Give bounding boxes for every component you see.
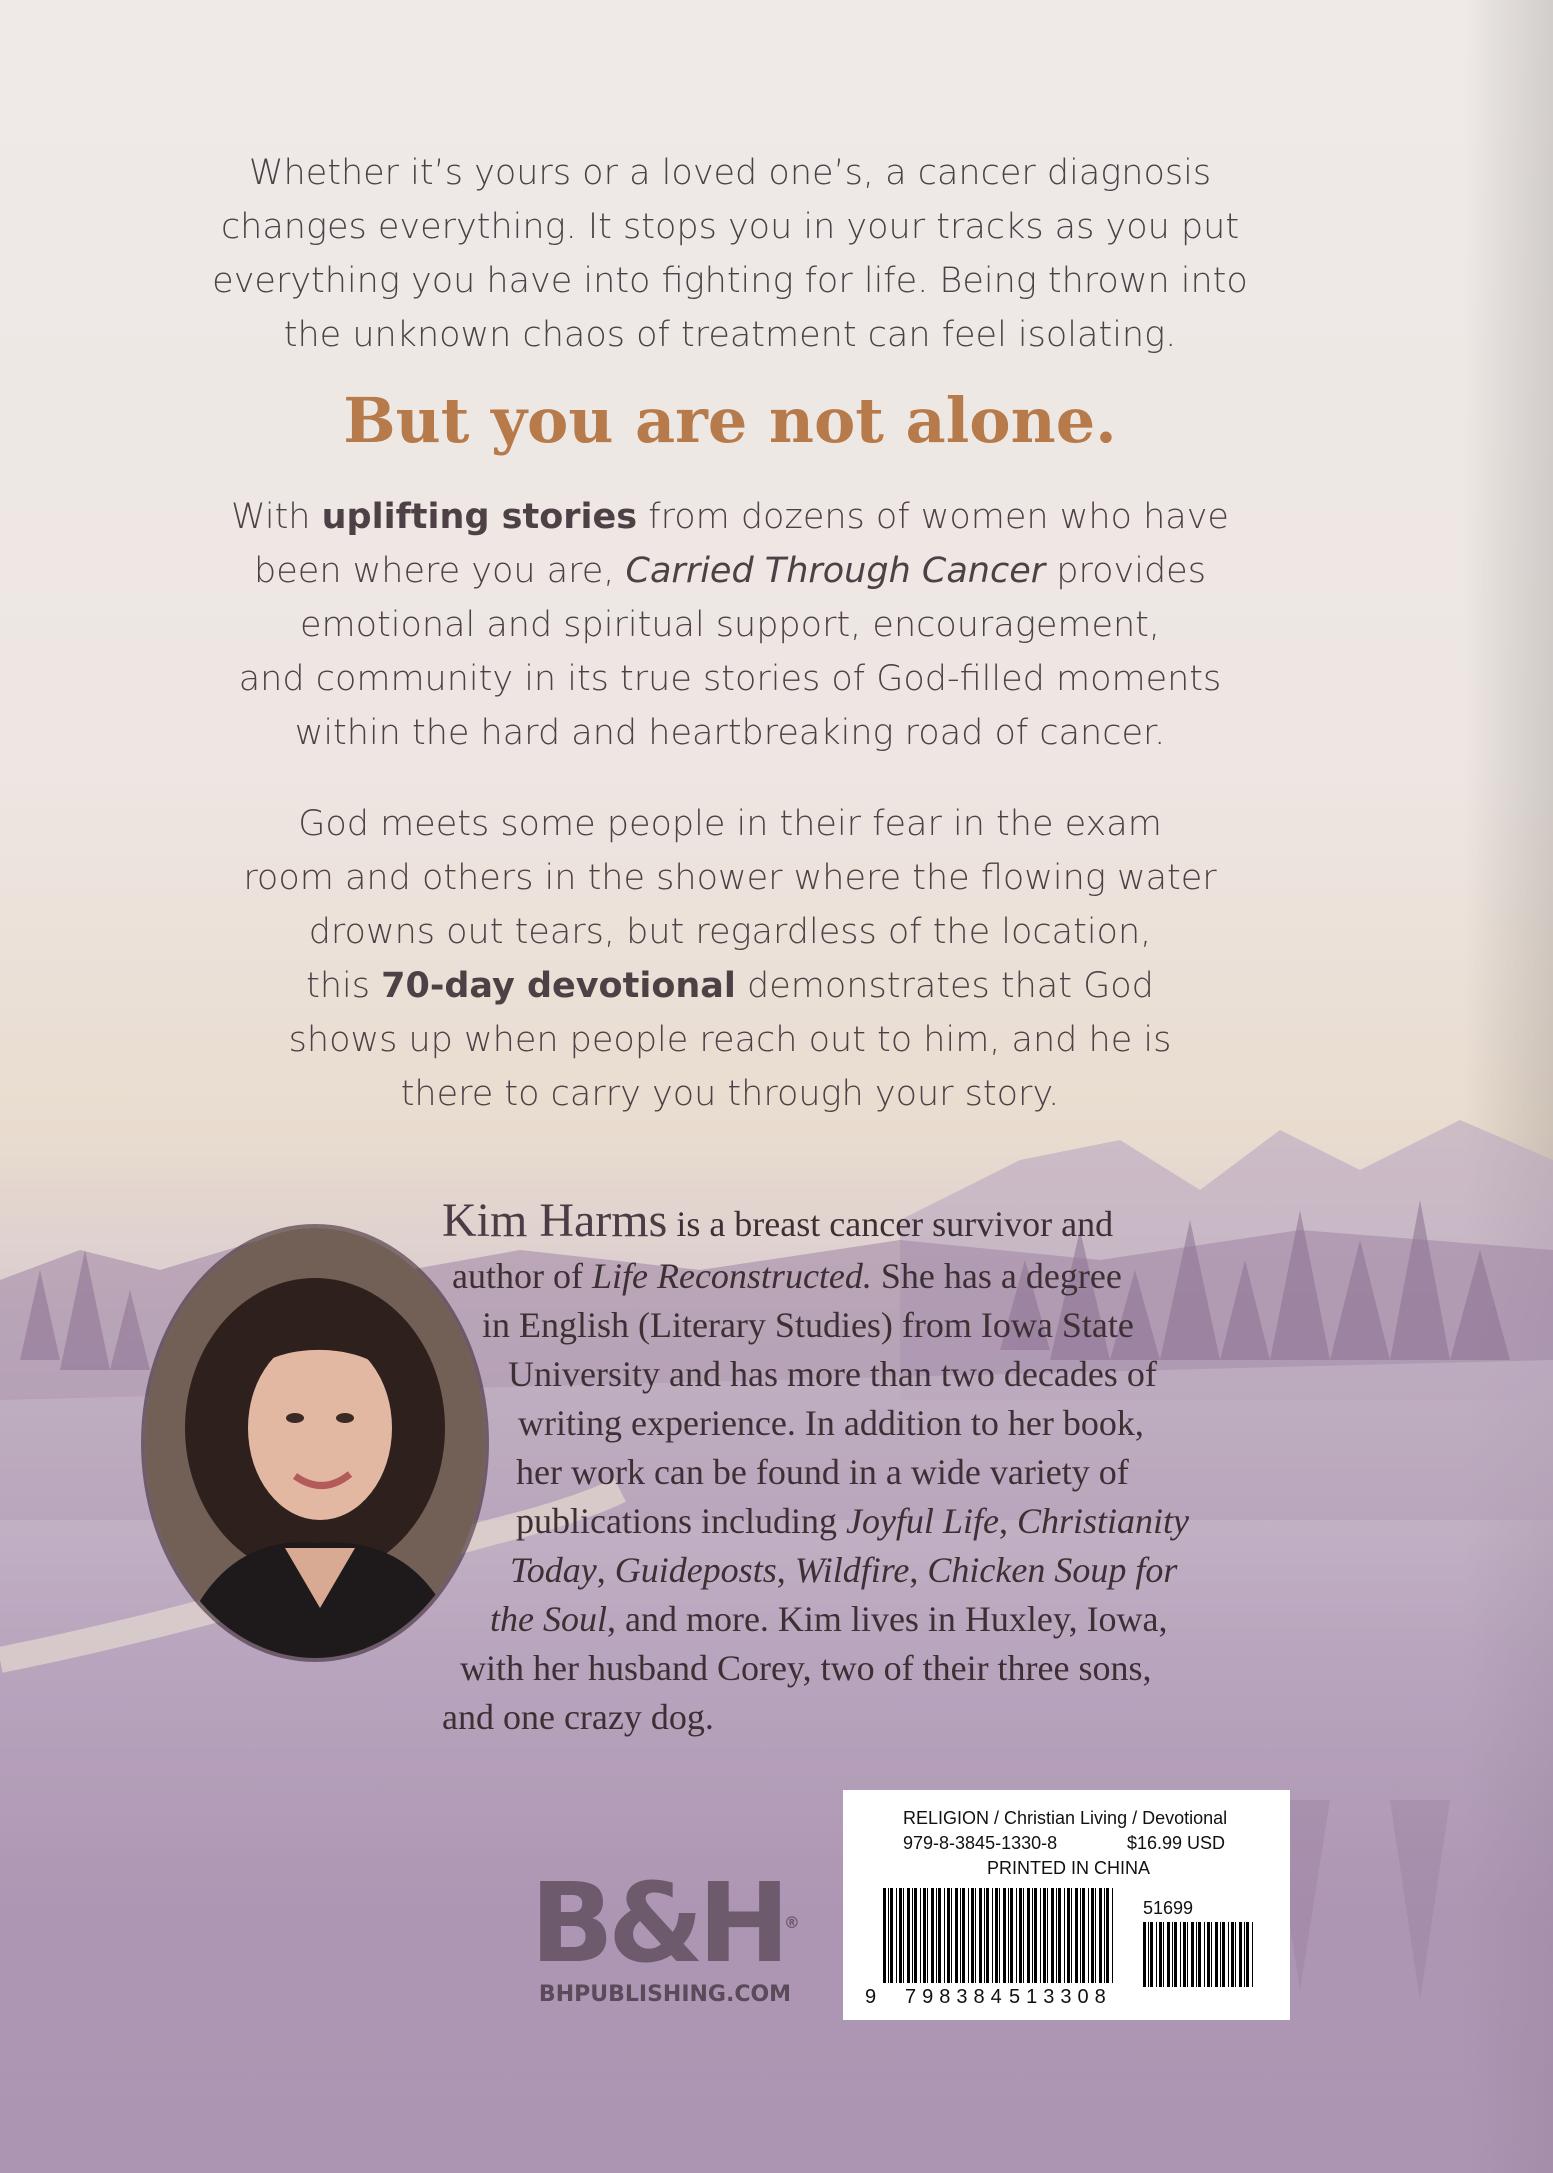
barcode-bar [971, 1888, 974, 1983]
bio-line-3: in English (Literary Studies) from Iowa State [482, 1305, 1134, 1345]
bio-line-4: University and has more than two decades of [508, 1354, 1157, 1394]
intro-line: the unknown chaos of treatment can feel isolating. [283, 315, 1177, 355]
bio-line-1: Kim Harms is a breast cancer survivor and [442, 1194, 1114, 1247]
barcode-bar [1187, 1922, 1188, 1987]
barcode-bar [1043, 1888, 1046, 1983]
barcode-bar [962, 1888, 965, 1983]
barcode-bar [1180, 1922, 1181, 1987]
barcode-bar [1016, 1888, 1017, 1983]
isbn-text: 979-8-3845-1330-8 [903, 1833, 1058, 1853]
devotional-paragraph [150, 797, 1310, 1121]
barcode-bar [1183, 1922, 1186, 1987]
barcode-bar [927, 1888, 928, 1983]
intro-line: changes everything. It stops you in your tracks as you put [220, 207, 1240, 247]
barcode-bar [1112, 1888, 1113, 1983]
barcode-bar [1246, 1922, 1249, 1987]
barcode-bar [984, 1888, 985, 1983]
intro-paragraph [150, 146, 1310, 362]
barcode-bar [1143, 1922, 1146, 1987]
barcode-bar [1156, 1922, 1157, 1987]
desc-line-3: emotional and spiritual support, encouragement, [299, 605, 1161, 645]
barcode-bar [960, 1888, 961, 1983]
barcode-bar [1167, 1922, 1170, 1987]
bio-line-10: with her husband Corey, two of their three sons, [460, 1648, 1152, 1688]
barcode-bar [1075, 1888, 1078, 1983]
barcode-bar [936, 1888, 937, 1983]
barcode-bar [1211, 1922, 1212, 1987]
barcode-bar [1095, 1888, 1096, 1983]
headline: But you are not alone. [343, 384, 1117, 457]
barcode-bar [1003, 1888, 1006, 1983]
barcode-bar [1220, 1922, 1221, 1987]
barcode-digits-right: 513308 [1009, 1986, 1112, 2008]
barcode-bar [1235, 1922, 1236, 1987]
barcode-bar [951, 1888, 952, 1983]
barcode-bar [890, 1888, 893, 1983]
barcode-bar [1148, 1922, 1149, 1987]
barcode-bar [1239, 1922, 1242, 1987]
barcode-bar [1204, 1922, 1205, 1987]
description-paragraph [150, 490, 1310, 760]
barcode-bar [975, 1888, 976, 1983]
barcode-bar [1198, 1922, 1201, 1987]
desc-line-1: With uplifting stories from dozens of women who have [231, 497, 1229, 537]
dev-line-5: shows up when people reach out to him, and he is [288, 1020, 1172, 1060]
barcode-bar [923, 1888, 926, 1983]
barcode-bar [903, 1888, 904, 1983]
dev-line-6: there to carry you through your story. [400, 1074, 1060, 1114]
barcode-bar [1150, 1922, 1153, 1987]
bh-logo-mark: B&H® [530, 1859, 800, 1987]
barcode-bar [1023, 1888, 1024, 1983]
author-bio [440, 1196, 1340, 1736]
intro-line: Whether it’s yours or a loved one’s, a cancer diagnosis [248, 153, 1212, 193]
barcode-bar [1106, 1888, 1109, 1983]
barcode-bar [968, 1888, 969, 1983]
bio-line-11: and one crazy dog. [442, 1697, 714, 1737]
desc-line-2: been where you are, Carried Through Cancer provides [254, 551, 1206, 591]
bio-line-7: publications including Joyful Life, Christianity [516, 1501, 1189, 1541]
barcode-bar [986, 1888, 989, 1983]
addon-digits: 51699 [1143, 1898, 1194, 1918]
barcode-bar [914, 1888, 917, 1983]
barcode-bar [1010, 1888, 1013, 1983]
barcode-bar [1008, 1888, 1009, 1983]
barcode-bar [1196, 1922, 1197, 1987]
desc-line-4: and community in its true stories of God-filled moments [238, 659, 1222, 699]
author-name: Kim Harms [442, 1194, 668, 1247]
barcode-bar [1067, 1888, 1070, 1983]
barcode-bar [1032, 1888, 1033, 1983]
intro-line: everything you have into fighting for life. Being thrown into [212, 261, 1248, 301]
barcode-bar [931, 1888, 934, 1983]
barcode-bar [883, 1888, 886, 1983]
barcode-bar [920, 1888, 921, 1983]
barcode-bar [1252, 1922, 1253, 1987]
barcode-bar [1071, 1888, 1072, 1983]
barcode-bar [896, 1888, 897, 1983]
bio-line-6: her work can be found in a wide variety of [516, 1452, 1129, 1492]
barcode-bar [999, 1888, 1000, 1983]
barcode-bar [1159, 1922, 1162, 1987]
barcode-bar [979, 1888, 982, 1983]
barcode-bar [1051, 1888, 1054, 1983]
barcode-bar [1207, 1922, 1210, 1987]
barcode-bar [1091, 1888, 1094, 1983]
publisher-url: BHPUBLISHING.COM [538, 1982, 792, 2007]
barcode-bar [938, 1888, 941, 1983]
desc-line-5: within the hard and heartbreaking road of cancer. [294, 713, 1166, 753]
barcode-bar [907, 1888, 910, 1983]
barcode-bar [899, 1888, 902, 1983]
bio-line-2: author of Life Reconstructed. She has a degree [452, 1256, 1122, 1296]
barcode-bar [1034, 1888, 1037, 1983]
barcode-bar [1172, 1922, 1173, 1987]
barcode-bar [1104, 1888, 1105, 1983]
barcode-bar [944, 1888, 945, 1983]
bio-line-8: Today, Guideposts, Wildfire, Chicken Soup for [510, 1550, 1178, 1590]
barcode-bar [1191, 1922, 1194, 1987]
barcode-bar [1163, 1922, 1164, 1987]
barcode-bar [1064, 1888, 1065, 1983]
barcode-bar [995, 1888, 998, 1983]
dev-line-2: room and others in the shower where the flowing water [243, 858, 1217, 898]
dev-line-1: God meets some people in their fear in the exam [298, 804, 1162, 844]
price-text: $16.99 USD [1127, 1833, 1226, 1853]
dev-line-4: this 70-day devotional demonstrates that God [306, 966, 1154, 1006]
barcode-bar [992, 1888, 993, 1983]
barcode-digits-left: 798384 [905, 1986, 1008, 2008]
barcode-bar [1056, 1888, 1057, 1983]
dev-line-3: drowns out tears, but regardless of the location, [308, 912, 1152, 952]
barcode-bar [1027, 1888, 1030, 1983]
barcode-bar [1215, 1922, 1218, 1987]
bio-line-5: writing experience. In addition to her book, [518, 1403, 1144, 1443]
barcode-bar [1099, 1888, 1102, 1983]
barcode-bar [912, 1888, 913, 1983]
barcode-bar [947, 1888, 950, 1983]
barcode-bar [888, 1888, 889, 1983]
barcode-bar [1082, 1888, 1085, 1983]
barcode-bar [1088, 1888, 1089, 1983]
barcode-bar [1244, 1922, 1245, 1987]
barcode-bar [1058, 1888, 1061, 1983]
barcode-bar [1228, 1922, 1229, 1987]
barcode-bar [1222, 1922, 1225, 1987]
barcode-bar [1080, 1888, 1081, 1983]
barcode-bar [1231, 1922, 1234, 1987]
author-photo [145, 1228, 485, 1658]
barcode-bar [1047, 1888, 1048, 1983]
barcode-bar [1040, 1888, 1041, 1983]
barcode-bar [955, 1888, 958, 1983]
barcode-bar [1019, 1888, 1022, 1983]
barcode-box [843, 1790, 1290, 2020]
bisac-category: RELIGION / Christian Living / Devotional [903, 1808, 1228, 1828]
publisher-logo [520, 1859, 810, 2007]
barcode-digit-first: 9 [865, 1986, 877, 2008]
bio-line-9: the Soul, and more. Kim lives in Huxley, Iowa, [490, 1599, 1168, 1639]
printed-in-text: PRINTED IN CHINA [987, 1858, 1151, 1878]
barcode-bar [1174, 1922, 1177, 1987]
